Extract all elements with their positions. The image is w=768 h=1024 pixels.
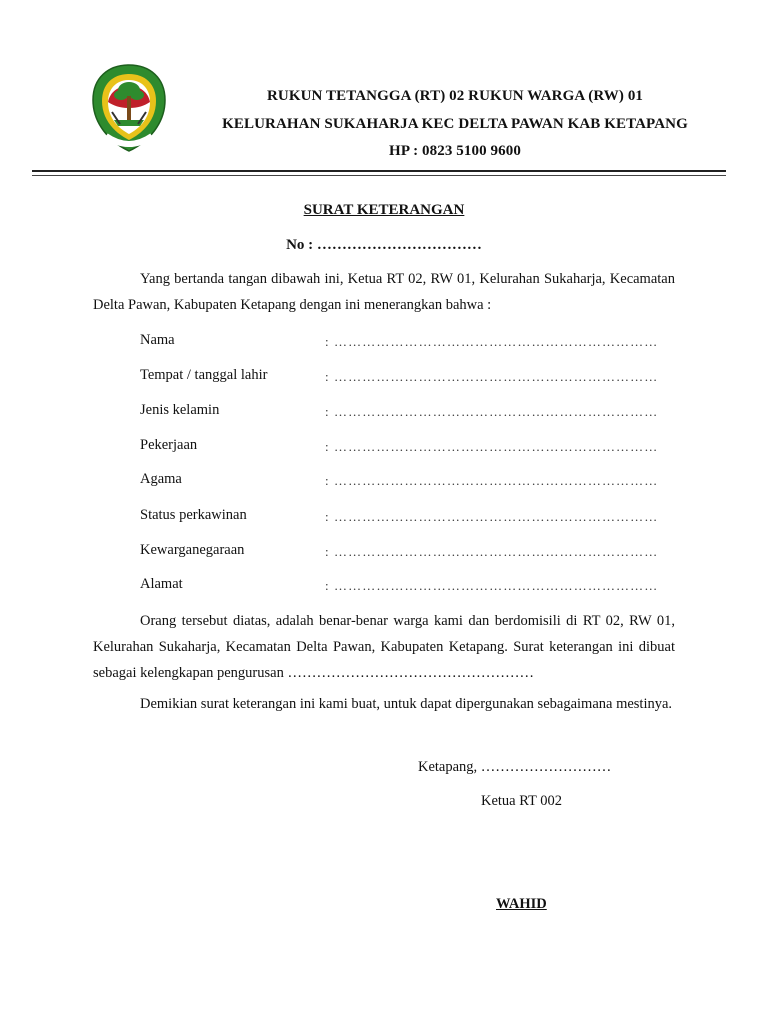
field-value-kewarganegaraan: : …………………………………………………………… (325, 544, 659, 559)
closing-paragraph: Demikian surat keterangan ini kami buat, untuk dapat dipergunakan sebagaimana mestinya. (140, 696, 673, 712)
field-value-nama: : …………………………………………………………… (325, 334, 659, 349)
intro-paragraph: Yang bertanda tangan dibawah ini, Ketua RT 02, RW 01, Kelurahan Sukaharja, Kecamatan Delta Pawan, Kabupaten Ketapang dengan ini menerangkan bahwa : (93, 271, 675, 313)
letterhead-divider-thick (32, 170, 726, 172)
field-value-agama: : …………………………………………………………… (325, 473, 659, 488)
field-label-status-perkawinan: Status perkawinan (140, 507, 247, 523)
letterhead-phone: HP : 0823 5100 9600 (389, 143, 521, 159)
field-value-pekerjaan: : …………………………………………………………… (325, 439, 659, 454)
field-value-status-perkawinan: : …………………………………………………………… (325, 509, 659, 524)
field-label-nama: Nama (140, 332, 175, 348)
field-value-alamat: : …………………………………………………………… (325, 578, 659, 593)
signer-position: Ketua RT 002 (481, 793, 563, 809)
field-label-kewarganegaraan: Kewarganegaraan (140, 542, 245, 558)
field-label-tempat-tanggal-lahir: Tempat / tanggal lahir (140, 367, 268, 383)
field-value-jenis-kelamin: : …………………………………………………………… (325, 404, 659, 419)
signer-name: WAHID (496, 896, 547, 912)
document-title: SURAT KETERANGAN (303, 202, 465, 218)
letterhead-divider-thin (32, 175, 726, 176)
letterhead-line-2: KELURAHAN SUKAHARJA KEC DELTA PAWAN KAB KETAPANG (222, 116, 688, 132)
field-label-pekerjaan: Pekerjaan (140, 437, 198, 453)
kabupaten-ketapang-logo-icon (88, 62, 170, 154)
field-label-jenis-kelamin: Jenis kelamin (140, 402, 220, 418)
document-number: No : …………………………… (286, 237, 482, 253)
place-date: Ketapang, ……………………… (418, 759, 612, 775)
body-paragraph: Orang tersebut diatas, adalah benar-benar warga kami dan berdomisili di RT 02, RW 01, Kelurahan Sukaharja, Kecamatan Delta Pawan, Kabupaten Ketapang. Surat keterangan ini dibuat sebagai kelengkapan pengurusan …………………………………………… (93, 613, 675, 681)
field-label-agama: Agama (140, 471, 182, 487)
field-value-tempat-tanggal-lahir: : …………………………………………………………… (325, 369, 659, 384)
letterhead-line-1: RUKUN TETANGGA (RT) 02 RUKUN WARGA (RW) 01 (266, 88, 644, 104)
field-label-alamat: Alamat (140, 576, 183, 592)
